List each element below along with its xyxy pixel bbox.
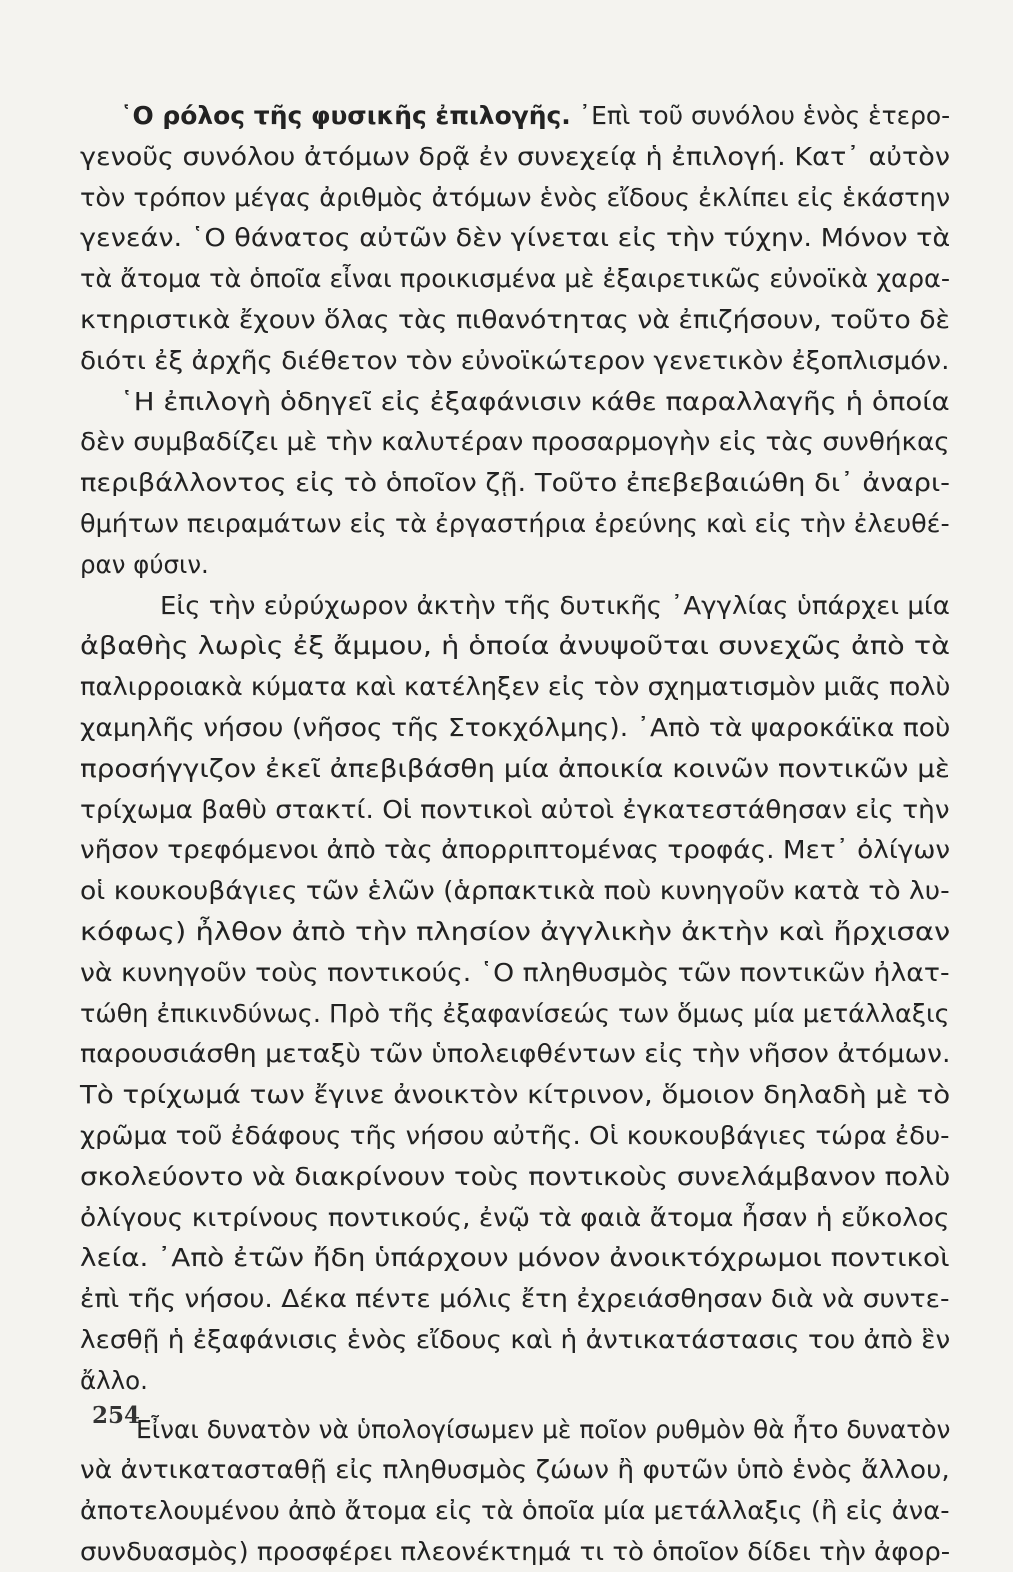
text-line: χαμηλῆς νήσου (νῆσος τῆς Στοκχόλμης). ᾿Απὸ τὰ ψαροκάϊκα ποὺ bbox=[80, 713, 951, 742]
text-line: νὰ κυνηγοῦν τοὺς ποντικούς. ῾Ο πληθυσμὸς τῶν ποντικῶν ἠλατ- bbox=[80, 957, 950, 987]
text-line: γενοῦς συνόλου ἀτόμων δρᾷ ἐν συνεχείᾳ ἡ ἐπιλογή. Κατ᾿ αὐτὸν bbox=[80, 141, 950, 171]
text-line: Εἰς τὴν εὐρύχωρον ἀκτὴν τῆς δυτικῆς ᾿Αγγλίας ὑπάρχει μία bbox=[160, 590, 950, 620]
text-line: γενεάν. ῾Ο θάνατος αὐτῶν δὲν γίνεται εἰς τὴν τύχην. Μόνον τὰ bbox=[80, 223, 951, 253]
text-line: ἐπὶ τῆς νήσου. Δέκα πέντε μόλις ἔτη ἐχρειάσθησαν διὰ νὰ συντε- bbox=[80, 1284, 950, 1314]
text-line: λεία. ᾿Απὸ ἐτῶν ἤδη ὑπάρχουν μόνον ἀνοικτόχρωμοι ποντικοὶ bbox=[80, 1243, 950, 1273]
text-line: ῾Η ἐπιλογὴ ὁδηγεῖ εἰς ἐξαφάνισιν κάθε παραλλαγῆς ἡ ὁποία bbox=[120, 386, 950, 416]
text-line: παλιρροιακὰ κύματα καὶ κατέληξεν εἰς τὸν σχηματισμὸν μιᾶς πολὺ bbox=[80, 672, 951, 702]
text-line: ἀποτελουμένου ἀπὸ ἄτομα εἰς τὰ ὁποῖα μία μετάλλαξις (ἢ εἰς ἀνα- bbox=[80, 1496, 950, 1526]
text-line: τώθη ἐπικινδύνως. Πρὸ τῆς ἐξαφανίσεώς των ὅμως μία μετάλλαξις bbox=[80, 998, 950, 1028]
text-line: ἀβαθὴς λωρὶς ἐξ ἄμμου, ἡ ὁποία ἀνυψοῦται συνεχῶς ἀπὸ τὰ bbox=[80, 631, 951, 661]
text-line: προσήγγιζον ἐκεῖ ἀπεβιβάσθη μία ἀποικία κοινῶν ποντικῶν μὲ bbox=[80, 753, 950, 783]
text-line: ἄλλο. bbox=[80, 1365, 148, 1395]
text-line bbox=[120, 96, 950, 136]
text-line: τρίχωμα βαθὺ στακτί. Οἱ ποντικοὶ αὐτοὶ ἐγκατεστάθησαν εἰς τὴν bbox=[80, 794, 950, 824]
text-line: διότι ἐξ ἀρχῆς διέθετον τὸν εὐνοϊκώτερον γενετικὸν ἐξοπλισμόν. bbox=[80, 345, 950, 375]
text-line-fragment: ᾿Επὶ τοῦ συνόλου ἑνὸς ἑτερο- bbox=[570, 101, 951, 130]
text-line: νῆσον τρεφόμενοι ἀπὸ τὰς ἀπορριπτομένας τροφάς. Μετ᾿ ὀλίγων bbox=[80, 835, 951, 865]
text-line: θμήτων πειραμάτων εἰς τὰ ἐργαστήρια ἐρεύνης καὶ εἰς τὴν ἐλευθέ- bbox=[80, 509, 950, 538]
section-heading: ῾Ο ρόλος τῆς φυσικῆς ἐπιλογῆς. bbox=[120, 101, 571, 130]
text-line: χρῶμα τοῦ ἐδάφους τῆς νήσου αὐτῆς. Οἱ κουκουβάγιες τώρα ἐδυ- bbox=[80, 1121, 950, 1150]
text-line: οἱ κουκουβάγιες τῶν ἑλῶν (ἁρπακτικὰ ποὺ κυνηγοῦν κατὰ τὸ λυ- bbox=[80, 876, 950, 906]
text-line: λεσθῇ ἡ ἐξαφάνισις ἑνὸς εἴδους καὶ ἡ ἀντικατάστασις του ἀπὸ ἓν bbox=[80, 1325, 951, 1354]
text-line: συνδυασμὸς) προσφέρει πλεονέκτημά τι τὸ ὁποῖον δίδει τὴν ἀφορ- bbox=[80, 1537, 951, 1566]
text-line: Τὸ τρίχωμά των ἔγινε ἀνοικτὸν κίτρινον, ὅμοιον δηλαδὴ μὲ τὸ bbox=[80, 1080, 951, 1110]
page-number: 254 bbox=[92, 1402, 141, 1429]
text-line: δὲν συμβαδίζει μὲ τὴν καλυτέραν προσαρμογὴν εἰς τὰς συνθήκας bbox=[80, 427, 950, 457]
text-line: Εἶναι δυνατὸν νὰ ὑπολογίσωμεν μὲ ποῖον ρυθμὸν θὰ ἦτο δυνατὸν bbox=[136, 1414, 951, 1444]
text-line: τὰ ἄτομα τὰ ὁποῖα εἶναι προικισμένα μὲ ἐξαιρετικῶς εὐνοϊκὰ χαρα- bbox=[80, 264, 951, 294]
text-line: κόφως) ἦλθον ἀπὸ τὴν πλησίον ἀγγλικὴν ἀκτὴν καὶ ἤρχισαν bbox=[80, 917, 951, 946]
text-line: κτηριστικὰ ἔχουν ὅλας τὰς πιθανότητας νὰ ἐπιζήσουν, τοῦτο δὲ bbox=[80, 305, 951, 334]
text-line: περιβάλλοντος εἰς τὸ ὁποῖον ζῇ. Τοῦτο ἐπεβεβαιώθη δι᾿ ἀναρι- bbox=[80, 468, 951, 498]
text-line: παρουσιάσθη μεταξὺ τῶν ὑπολειφθέντων εἰς τὴν νῆσον ἀτόμων. bbox=[80, 1039, 951, 1069]
text-line: τὸν τρόπον μέγας ἀριθμὸς ἀτόμων ἑνὸς εἴδους ἐκλίπει εἰς ἑκάστην bbox=[80, 182, 951, 212]
text-line: ραν φύσιν. bbox=[80, 549, 209, 579]
text-line: σκολεύοντο νὰ διακρίνουν τοὺς ποντικοὺς συνελάμβανον πολὺ bbox=[80, 1161, 951, 1191]
text-line: ὀλίγους κιτρίνους ποντικούς, ἐνῷ τὰ φαιὰ ἄτομα ἦσαν ἡ εὔκολος bbox=[80, 1202, 950, 1232]
text-line: νὰ ἀντικατασταθῇ εἰς πληθυσμὸς ζώων ἢ φυτῶν ὑπὸ ἑνὸς ἄλλου, bbox=[80, 1455, 950, 1485]
